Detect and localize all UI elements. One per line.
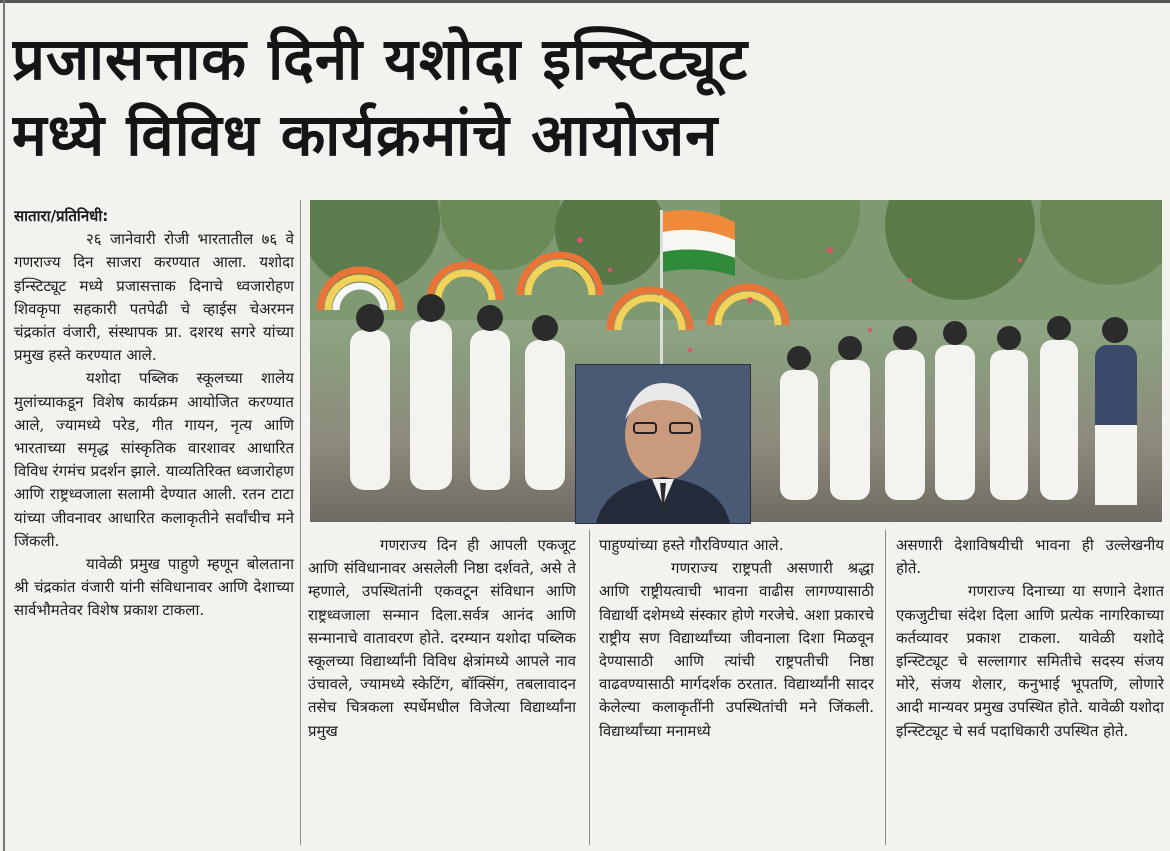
paragraph: पाहुण्यांच्या हस्ते गौरविण्यात आले.: [599, 536, 784, 554]
column-divider: [885, 530, 886, 845]
portrait-illustration: [576, 365, 750, 523]
dateline: सातारा/प्रतिनिधी:: [14, 207, 109, 225]
paragraph: गणराज्य दिन ही आपली एकजूट आणि संविधानावर असलेली निष्ठा दर्शवते, असे ते म्हणाले, उपस्थितांनी एकवटून संविधान आणि राष्ट्रध्वजाला सन्मान दिला.सर्वत्र आनंद आणि सन्मानाचे वातावरण होते. दरम्यान यशोदा पब्लिक स्कूलच्या विद्यार्थ्यांनी विविध क्षेत्रांमध्ये आपले नाव उंचावले, ज्यामध्ये स्केटिंग, बॉक्सिंग, तबलावादन तसेच चित्रकला स्पर्धेमधील विजेत्या विद्यार्थ्यांना प्रमुख: [308, 536, 576, 740]
article-column-3: [599, 534, 874, 844]
paragraph: गणराज्य राष्ट्रपती असणारी श्रद्धा आणि राष्ट्रीयत्वाची भावना वाढीस लागण्यासाठी विद्यार्थी दशेमध्ये संस्कार होणे गरजेचे. अशा प्रकारचे राष्ट्रीय सण विद्यार्थ्यांच्या जीवनाला दिशा मिळवून देण्यासाठी आणि त्यांची राष्ट्रपतीची निष्ठा वाढवण्यासाठी मार्गदर्शक ठरतात. विद्यार्थ्यांनी सादर केलेल्या कलाकृतींनी उपस्थितांची मने जिंकली. विद्यार्थ्यांच्या मनामध्ये: [599, 559, 874, 740]
paragraph: यावेळी प्रमुख पाहुणे म्हणून बोलताना श्री चंद्रकांत वंजारी यांनी संविधानावर आणि देशाच्या सार्वभौमतेवर विशेष प्रकाश टाकला.: [14, 555, 294, 620]
headline-line-2: मध्ये विविध कार्यक्रमांचे आयोजन: [12, 101, 719, 169]
top-rule: [0, 0, 1170, 3]
paragraph: असणारी देशाविषयीची भावना ही उल्लेखनीय होते.: [896, 536, 1164, 578]
column-divider: [300, 200, 301, 845]
page-edge-rule: [3, 0, 5, 851]
article-column-2: [308, 534, 576, 844]
article-column-1: [14, 205, 294, 845]
article-column-4: [896, 534, 1164, 844]
headline-line-1: प्रजासत्ताक दिनी यशोदा इन्स्टिट्यूट: [12, 25, 749, 93]
paragraph: गणराज्य दिनाच्या या सणाने देशात एकजुटीचा संदेश दिला आणि प्रत्येक नागरिकाच्या कर्तव्यावर प्रकाश टाकला. यावेळी यशोदे इन्स्टिट्यूट चे सल्लागार समितीचे सदस्य संजय मोरे, संजय शेलार, कनुभाई भूपतणि, लोणारे आदी मान्यवर प्रमुख उपस्थित होते. यावेळी यशोदा इन्स्टिट्यूट चे सर्व पदाधिकारी उपस्थित होते.: [896, 582, 1164, 740]
paragraph: २६ जानेवारी रोजी भारतातील ७६ वे गणराज्य दिन साजरा करण्यात आला. यशोदा इन्स्टिट्यूट मध्ये प्रजासत्ताक दिनाचे ध्वजारोहण शिवकृपा सहकारी पतपेढी चे व्हाईस चेअरमन चंद्रकांत वंजारी, संस्थापक प्रा. दशरथ सगरे यांच्या प्रमुख हस्ते करण्यात आले.: [14, 230, 294, 365]
column-divider: [589, 530, 590, 845]
paragraph: यशोदा पब्लिक स्कूलच्या शालेय मुलांच्याकडून विशेष कार्यक्रम आयोजित करण्यात आले, ज्यामध्ये परेड, गीत गायन, नृत्य आणि भारताच्या समृद्ध सांस्कृतिक वारशावर आधारित विविध रंगमंच प्रदर्शन झाले. याव्यतिरिक्त ध्वजारोहण आणि राष्ट्रध्वजाला सलामी देण्यात आली. रतन टाटा यांच्या जीवनावर आधारित कलाकृतीने सर्वांचीच मने जिंकली.: [14, 369, 294, 550]
portrait-artwork: [575, 364, 751, 524]
